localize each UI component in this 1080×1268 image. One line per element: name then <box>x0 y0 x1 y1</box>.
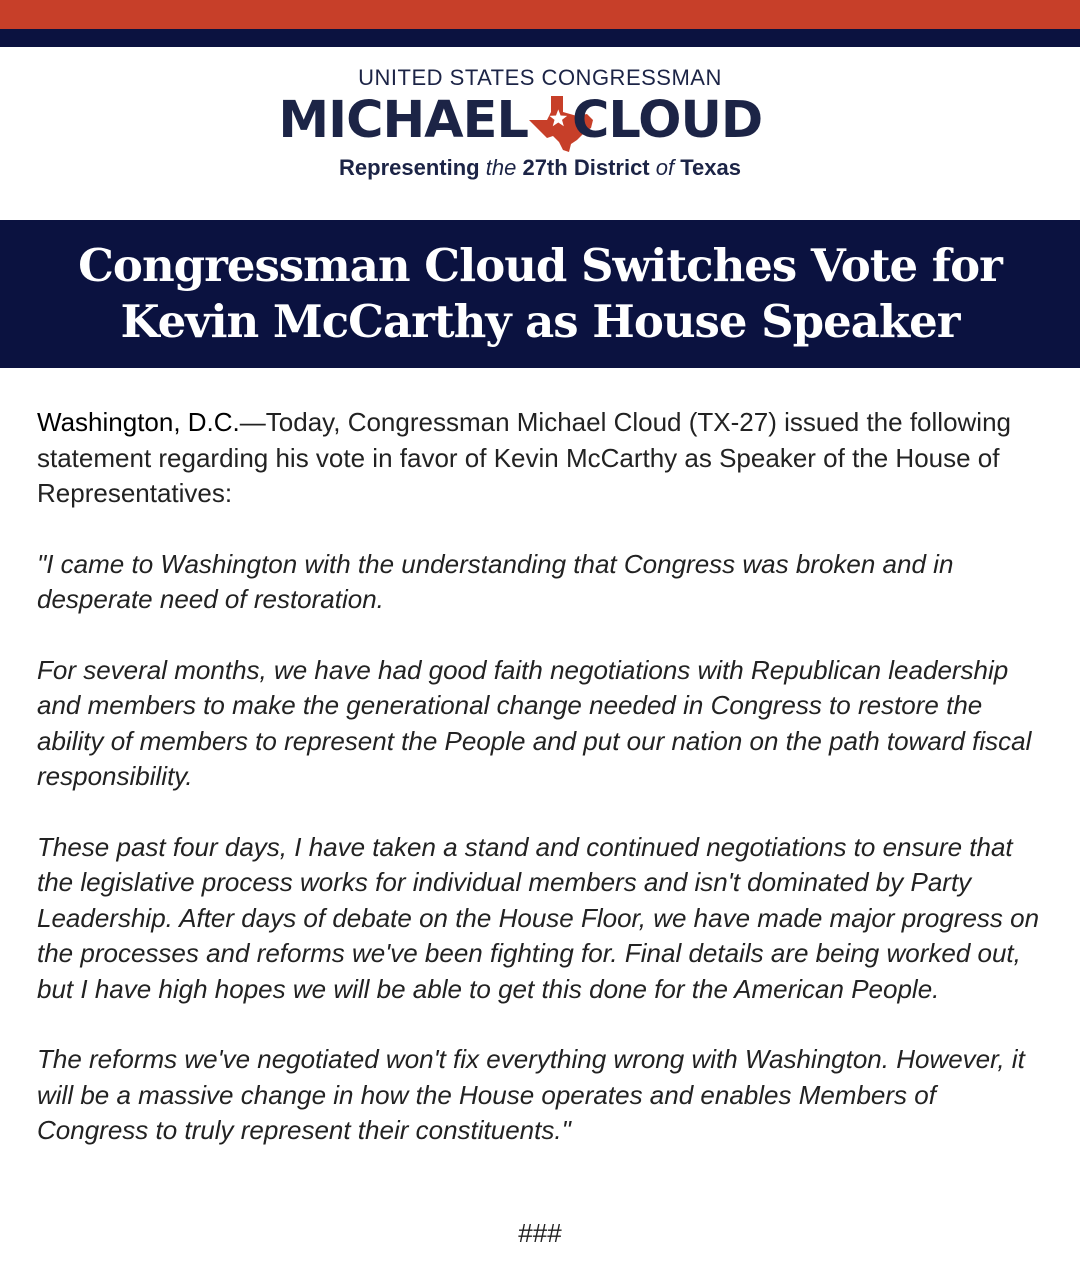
quote-paragraph: "I came to Washington with the understanding that Congress was broken and in desperate need of restoration. <box>37 548 954 614</box>
title-banner <box>0 220 1080 368</box>
press-release-body <box>37 405 1047 1184</box>
intro-paragraph <box>37 405 1047 512</box>
tagline-representing: Representing <box>339 155 480 180</box>
tagline-district-number: 27th <box>522 155 568 180</box>
quote-paragraph: The reforms we've negotiated won't fix everything wrong with Washington. However, it will be a massive change in how the House operates and enables Members of Congress to truly represent their constituents." <box>37 1044 1025 1145</box>
tagline-the: the <box>485 155 517 180</box>
logo-tagline <box>0 155 1080 181</box>
tagline-texas: Texas <box>680 155 741 180</box>
logo-first-name: MICHAEL <box>278 91 528 150</box>
page-title: Congressman Cloud Switches Vote for Kevin McCarthy as House Speaker <box>78 239 1002 348</box>
tagline-district: District <box>573 155 650 180</box>
congressman-logo <box>0 47 1080 220</box>
top-navy-stripe <box>0 29 1080 47</box>
quote-paragraph: These past four days, I have taken a stand and continued negotiations to ensure that the legislative process works for individual members and isn't dominated by Party Leadership. After days of debate on the House Floor, we have made major progress on the processes and reforms we've been fighting for. Final details are being worked out, but I have high hopes we will be able to get this done for the American People. <box>37 831 1040 1004</box>
tagline-of: of <box>655 155 675 180</box>
logo-top-line: UNITED STATES CONGRESSMAN <box>358 65 722 90</box>
intro-text: —Today, Congressman Michael Cloud (TX-27) issued the following statement regarding his vote in favor of Kevin McCarthy as Speaker of the House of Representatives: <box>37 407 1011 508</box>
logo-last-name: CLOUD <box>572 91 763 150</box>
dateline: Washington, D.C. <box>37 407 240 437</box>
end-mark: ### <box>518 1218 562 1248</box>
top-red-stripe <box>0 0 1080 29</box>
quote-paragraph: For several months, we have had good faith negotiations with Republican leadership and members to make the generational change needed in Congress to restore the ability of members to represent the People and put our nation on the path toward fiscal responsibility. <box>37 654 1032 791</box>
